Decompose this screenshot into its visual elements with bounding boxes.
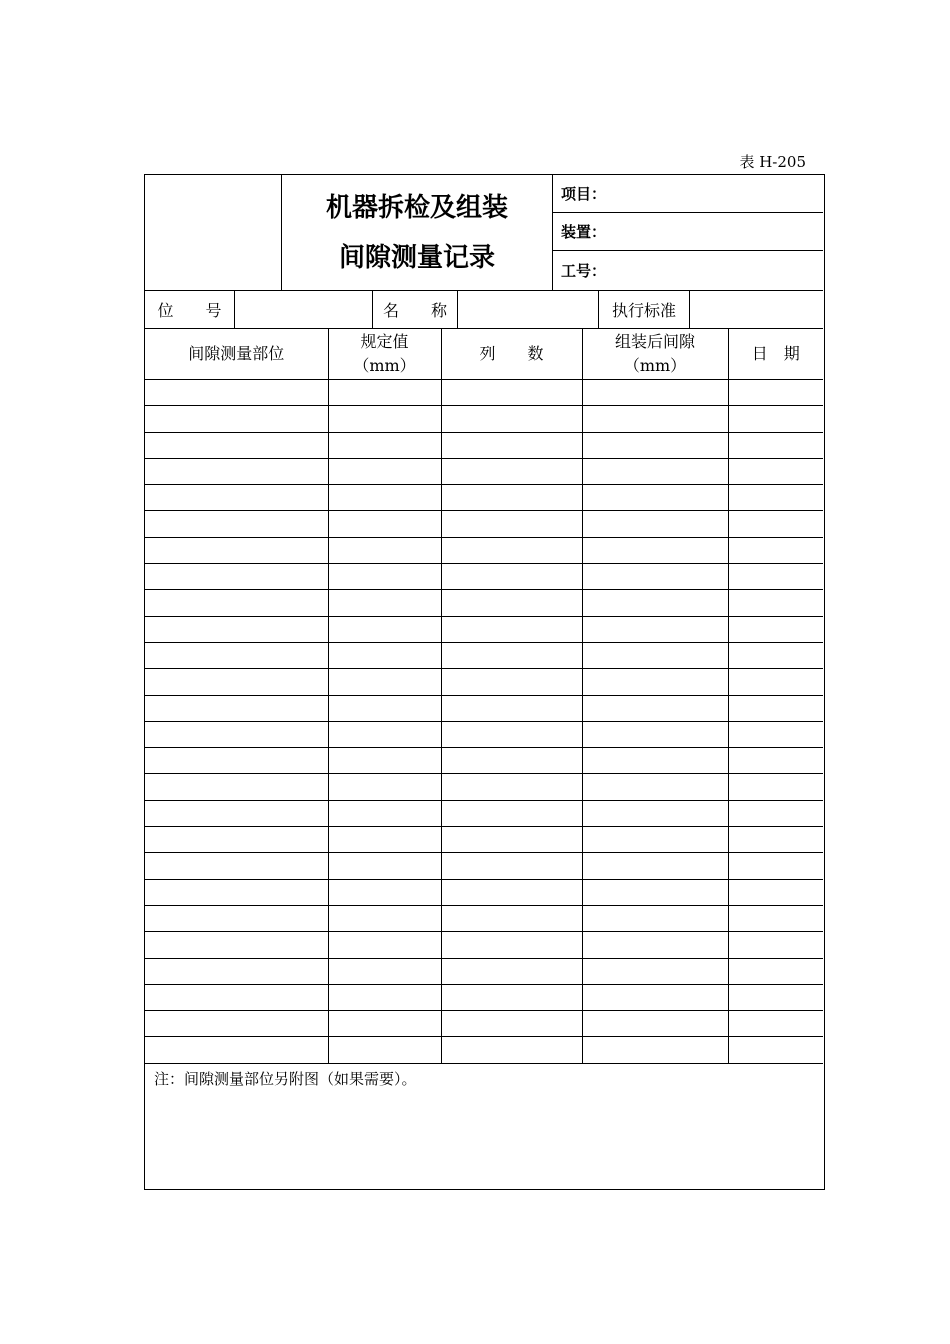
form-header bbox=[145, 175, 823, 291]
measurement-table bbox=[145, 329, 823, 1064]
table-row bbox=[145, 800, 823, 826]
table-cell[interactable] bbox=[728, 380, 823, 406]
table-cell[interactable] bbox=[328, 800, 441, 826]
table-cell[interactable] bbox=[145, 932, 328, 958]
table-cell[interactable] bbox=[582, 695, 728, 721]
table-cell[interactable] bbox=[328, 932, 441, 958]
table-cell[interactable] bbox=[441, 537, 582, 563]
table-cell[interactable] bbox=[441, 827, 582, 853]
unit-field[interactable] bbox=[553, 213, 823, 251]
table-row bbox=[145, 905, 823, 931]
table-cell[interactable] bbox=[441, 564, 582, 590]
table-row bbox=[145, 616, 823, 642]
table-cell[interactable] bbox=[328, 774, 441, 800]
table-cell[interactable] bbox=[728, 958, 823, 984]
table-cell[interactable] bbox=[441, 1037, 582, 1063]
col-header-spec: 规定值 （mm） bbox=[328, 329, 441, 380]
table-cell[interactable] bbox=[582, 406, 728, 432]
table-cell[interactable] bbox=[328, 406, 441, 432]
table-cell[interactable] bbox=[145, 564, 328, 590]
table-cell[interactable] bbox=[328, 511, 441, 537]
table-cell[interactable] bbox=[328, 669, 441, 695]
table-cell[interactable] bbox=[582, 958, 728, 984]
table-row bbox=[145, 1037, 823, 1063]
table-cell[interactable] bbox=[145, 616, 328, 642]
table-cell[interactable] bbox=[328, 564, 441, 590]
table-cell[interactable] bbox=[441, 380, 582, 406]
table-cell[interactable] bbox=[145, 590, 328, 616]
table-cell[interactable] bbox=[728, 511, 823, 537]
table-cell[interactable] bbox=[145, 879, 328, 905]
table-cell[interactable] bbox=[441, 800, 582, 826]
table-cell[interactable] bbox=[328, 590, 441, 616]
table-row bbox=[145, 537, 823, 563]
table-cell[interactable] bbox=[328, 879, 441, 905]
table-cell[interactable] bbox=[728, 827, 823, 853]
name-field[interactable] bbox=[458, 291, 599, 328]
table-cell[interactable] bbox=[728, 905, 823, 931]
col-header-date: 日 期 bbox=[728, 329, 823, 380]
standard-field[interactable] bbox=[690, 291, 823, 328]
table-cell[interactable] bbox=[145, 774, 328, 800]
table-cell[interactable] bbox=[328, 984, 441, 1010]
table-cell[interactable] bbox=[441, 958, 582, 984]
table-cell[interactable] bbox=[582, 564, 728, 590]
table-cell[interactable] bbox=[582, 1037, 728, 1063]
table-cell[interactable] bbox=[145, 511, 328, 537]
table-cell[interactable] bbox=[145, 406, 328, 432]
table-cell[interactable] bbox=[441, 879, 582, 905]
table-cell[interactable] bbox=[328, 853, 441, 879]
logo-cell bbox=[145, 175, 282, 290]
table-row bbox=[145, 695, 823, 721]
table-cell[interactable] bbox=[145, 853, 328, 879]
table-cell[interactable] bbox=[728, 458, 823, 484]
table-cell[interactable] bbox=[582, 590, 728, 616]
table-cell[interactable] bbox=[728, 1011, 823, 1037]
col-header-count: 列 数 bbox=[441, 329, 582, 380]
table-row bbox=[145, 485, 823, 511]
form-code: 表 H-205 bbox=[739, 153, 806, 171]
col-header-location: 间隙测量部位 bbox=[145, 329, 328, 380]
table-cell[interactable] bbox=[145, 827, 328, 853]
info-row bbox=[145, 291, 823, 329]
table-row bbox=[145, 406, 823, 432]
table-cell[interactable] bbox=[328, 748, 441, 774]
table-cell[interactable] bbox=[441, 590, 582, 616]
table-row bbox=[145, 958, 823, 984]
table-cell[interactable] bbox=[328, 695, 441, 721]
standard-label: 执行标准 bbox=[599, 291, 690, 328]
table-cell[interactable] bbox=[441, 616, 582, 642]
table-cell[interactable] bbox=[145, 695, 328, 721]
table-cell[interactable] bbox=[582, 511, 728, 537]
table-cell[interactable] bbox=[441, 748, 582, 774]
table-cell[interactable] bbox=[441, 458, 582, 484]
table-cell[interactable] bbox=[728, 564, 823, 590]
table-row bbox=[145, 774, 823, 800]
table-cell[interactable] bbox=[145, 800, 328, 826]
table-cell[interactable] bbox=[582, 905, 728, 931]
table-cell[interactable] bbox=[728, 537, 823, 563]
table-cell[interactable] bbox=[145, 432, 328, 458]
table-cell[interactable] bbox=[728, 879, 823, 905]
table-cell[interactable] bbox=[145, 485, 328, 511]
table-cell[interactable] bbox=[441, 695, 582, 721]
table-cell[interactable] bbox=[145, 642, 328, 668]
table-cell[interactable] bbox=[328, 380, 441, 406]
work-no-label: 工号： bbox=[561, 262, 607, 280]
table-cell[interactable] bbox=[728, 853, 823, 879]
table-cell[interactable] bbox=[728, 695, 823, 721]
table-row bbox=[145, 879, 823, 905]
table-cell[interactable] bbox=[582, 800, 728, 826]
table-row bbox=[145, 564, 823, 590]
table-cell[interactable] bbox=[728, 590, 823, 616]
table-cell[interactable] bbox=[728, 642, 823, 668]
table-cell[interactable] bbox=[441, 642, 582, 668]
table-cell[interactable] bbox=[582, 1011, 728, 1037]
table-cell[interactable] bbox=[582, 458, 728, 484]
table-cell[interactable] bbox=[582, 984, 728, 1010]
table-row bbox=[145, 380, 823, 406]
table-cell[interactable] bbox=[441, 721, 582, 747]
table-cell[interactable] bbox=[441, 984, 582, 1010]
col-header-clearance: 组装后间隙 （mm） bbox=[582, 329, 728, 380]
table-cell[interactable] bbox=[582, 669, 728, 695]
table-cell[interactable] bbox=[728, 406, 823, 432]
table-row bbox=[145, 748, 823, 774]
table-cell[interactable] bbox=[582, 853, 728, 879]
form-title bbox=[282, 175, 553, 290]
table-cell[interactable] bbox=[328, 905, 441, 931]
table-cell[interactable] bbox=[728, 1037, 823, 1063]
table-cell[interactable] bbox=[582, 485, 728, 511]
table-cell[interactable] bbox=[145, 1037, 328, 1063]
project-field[interactable] bbox=[553, 175, 823, 213]
table-cell[interactable] bbox=[582, 932, 728, 958]
table-cell[interactable] bbox=[582, 748, 728, 774]
table-cell[interactable] bbox=[582, 537, 728, 563]
table-cell[interactable] bbox=[582, 380, 728, 406]
table-row bbox=[145, 721, 823, 747]
table-cell[interactable] bbox=[441, 432, 582, 458]
table-row bbox=[145, 511, 823, 537]
table-row bbox=[145, 853, 823, 879]
table-cell[interactable] bbox=[145, 958, 328, 984]
table-cell[interactable] bbox=[328, 485, 441, 511]
table-row bbox=[145, 432, 823, 458]
table-cell[interactable] bbox=[441, 669, 582, 695]
project-label: 项目： bbox=[561, 185, 607, 203]
table-cell[interactable] bbox=[582, 774, 728, 800]
table-cell[interactable] bbox=[441, 774, 582, 800]
table-cell[interactable] bbox=[582, 642, 728, 668]
table-cell[interactable] bbox=[328, 721, 441, 747]
table-cell[interactable] bbox=[728, 800, 823, 826]
table-cell[interactable] bbox=[441, 1011, 582, 1037]
table-cell[interactable] bbox=[441, 511, 582, 537]
table-cell[interactable] bbox=[145, 905, 328, 931]
table-cell[interactable] bbox=[441, 853, 582, 879]
table-cell[interactable] bbox=[728, 669, 823, 695]
table-cell[interactable] bbox=[728, 721, 823, 747]
table-cell[interactable] bbox=[728, 774, 823, 800]
table-cell[interactable] bbox=[328, 458, 441, 484]
table-cell[interactable] bbox=[145, 380, 328, 406]
table-row bbox=[145, 932, 823, 958]
table-cell[interactable] bbox=[145, 748, 328, 774]
table-cell[interactable] bbox=[328, 432, 441, 458]
name-label: 名 称 bbox=[373, 291, 458, 328]
table-cell[interactable] bbox=[728, 432, 823, 458]
table-cell[interactable] bbox=[582, 721, 728, 747]
work-no-field[interactable] bbox=[553, 251, 823, 290]
footnote: 注：间隙测量部位另附图（如果需要）。 bbox=[154, 1070, 417, 1088]
table-row bbox=[145, 984, 823, 1010]
table-cell[interactable] bbox=[145, 458, 328, 484]
position-field[interactable] bbox=[235, 291, 373, 328]
unit-label: 装置： bbox=[561, 223, 607, 241]
table-cell[interactable] bbox=[145, 1011, 328, 1037]
table-row bbox=[145, 669, 823, 695]
table-row bbox=[145, 1011, 823, 1037]
table-cell[interactable] bbox=[582, 827, 728, 853]
table-cell[interactable] bbox=[328, 958, 441, 984]
table-cell[interactable] bbox=[145, 721, 328, 747]
record-form bbox=[144, 174, 825, 1190]
table-cell[interactable] bbox=[145, 537, 328, 563]
table-cell[interactable] bbox=[728, 616, 823, 642]
table-cell[interactable] bbox=[582, 432, 728, 458]
table-cell[interactable] bbox=[328, 616, 441, 642]
table-cell[interactable] bbox=[728, 748, 823, 774]
table-cell[interactable] bbox=[441, 406, 582, 432]
position-label: 位 号 bbox=[145, 291, 235, 328]
table-header-row bbox=[145, 329, 823, 380]
table-cell[interactable] bbox=[441, 485, 582, 511]
table-row bbox=[145, 458, 823, 484]
table-cell[interactable] bbox=[441, 932, 582, 958]
table-cell[interactable] bbox=[728, 932, 823, 958]
table-row bbox=[145, 642, 823, 668]
table-cell[interactable] bbox=[145, 984, 328, 1010]
table-cell[interactable] bbox=[582, 616, 728, 642]
table-row bbox=[145, 590, 823, 616]
table-cell[interactable] bbox=[328, 537, 441, 563]
title-line-2: 间隙测量记录 bbox=[338, 242, 495, 273]
table-cell[interactable] bbox=[145, 669, 328, 695]
table-cell[interactable] bbox=[582, 879, 728, 905]
table-cell[interactable] bbox=[328, 1011, 441, 1037]
table-cell[interactable] bbox=[728, 485, 823, 511]
table-cell[interactable] bbox=[328, 642, 441, 668]
title-line-1: 机器拆检及组装 bbox=[325, 192, 508, 223]
table-row bbox=[145, 827, 823, 853]
table-cell[interactable] bbox=[441, 905, 582, 931]
table-cell[interactable] bbox=[328, 1037, 441, 1063]
meta-fields bbox=[553, 175, 823, 290]
table-cell[interactable] bbox=[328, 827, 441, 853]
table-cell[interactable] bbox=[728, 984, 823, 1010]
